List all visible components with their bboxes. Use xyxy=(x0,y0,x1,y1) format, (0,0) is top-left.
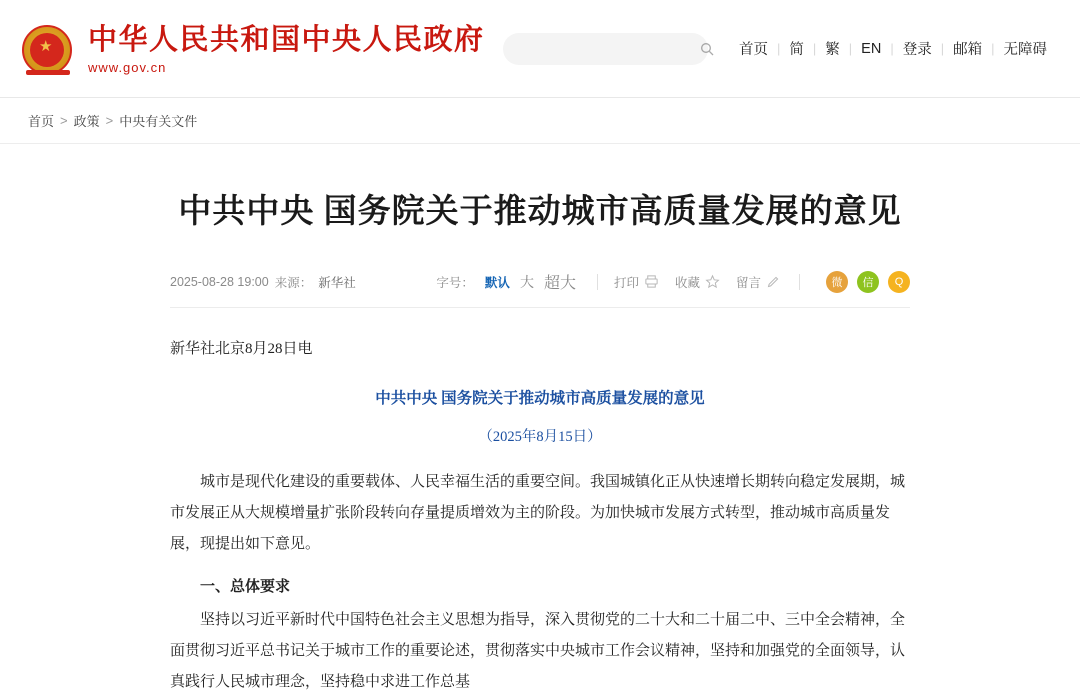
print-action[interactable] xyxy=(614,273,659,291)
document-subtitle: 中共中央 国务院关于推动城市高质量发展的意见 xyxy=(375,390,705,407)
fontsize-label: 字号： xyxy=(436,275,474,290)
breadcrumb xyxy=(0,98,1080,144)
nav-separator: | xyxy=(812,41,817,56)
paragraph: 坚持以习近平新时代中国特色社会主义思想为指导，深入贯彻党的二十大和二十届二中、三中全会精神，全面贯彻习近平总书记关于城市工作的重要论述，贯彻落实中央城市工作会议精神，坚持和加强党的全面领导，认真践行人民城市理念，坚持稳中求进工作总基 xyxy=(170,612,906,690)
nav-item-english[interactable]: EN xyxy=(861,40,882,57)
article-body xyxy=(170,334,910,698)
star-icon xyxy=(705,274,720,289)
breadcrumb-item-central-documents[interactable]: 中央有关文件 xyxy=(119,114,198,129)
source-name[interactable]: 新华社 xyxy=(318,275,356,290)
print-label: 打印 xyxy=(613,275,639,290)
favorite-label: 收藏 xyxy=(674,275,700,290)
search-icon[interactable] xyxy=(699,41,715,57)
national-emblem-icon: ★ xyxy=(20,21,76,77)
nav-item-traditional[interactable]: 繁 xyxy=(825,42,840,58)
message-action[interactable] xyxy=(736,273,781,291)
breadcrumb-separator: > xyxy=(60,113,68,128)
divider xyxy=(799,274,800,290)
article xyxy=(0,190,1080,698)
divider xyxy=(597,274,598,290)
pencil-icon xyxy=(766,274,781,289)
document-date: （2025年8月15日） xyxy=(478,429,602,445)
breadcrumb-item-home[interactable]: 首页 xyxy=(28,114,55,129)
header-right xyxy=(503,33,1056,65)
fontsize-option-large[interactable]: 大 xyxy=(519,273,534,290)
share-wechat-icon[interactable]: 信 xyxy=(857,271,879,293)
dateline: 新华社北京8月28日电 xyxy=(170,341,313,357)
nav-item-mail[interactable]: 邮箱 xyxy=(953,42,983,58)
site-header xyxy=(0,0,1080,98)
nav-separator: | xyxy=(848,41,853,56)
search-input[interactable] xyxy=(519,40,699,57)
printer-icon xyxy=(644,274,659,289)
fontsize-option-xlarge[interactable]: 超大 xyxy=(543,275,576,292)
share-qzone-icon[interactable]: Q xyxy=(888,271,910,293)
nav-item-login[interactable]: 登录 xyxy=(902,42,932,58)
nav-separator: | xyxy=(940,41,945,56)
fontsize-option-default[interactable]: 默认 xyxy=(484,275,510,290)
site-brand[interactable] xyxy=(88,23,485,75)
share-group xyxy=(826,271,910,293)
nav-item-accessibility[interactable]: 无障碍 xyxy=(1003,42,1047,58)
nav-separator: | xyxy=(991,41,995,56)
paragraph: 城市是现代化建设的重要载体、人民幸福生活的重要空间。我国城镇化正从快速增长期转向稳定发展期，城市发展正从大规模增量扩张阶段转向存量提质增效为主的阶段。为加快城市发展方式转型，推动城市高质量发展，现提出如下意见。 xyxy=(170,474,906,552)
section-heading: 一、总体要求 xyxy=(200,579,291,595)
meta-left xyxy=(170,273,356,291)
breadcrumb-separator: > xyxy=(105,113,114,128)
brand-domain: www.gov.cn xyxy=(88,59,167,75)
favorite-action[interactable] xyxy=(675,273,720,291)
nav-item-simplified[interactable]: 简 xyxy=(789,42,804,58)
breadcrumb-item-policy[interactable]: 政策 xyxy=(73,114,100,129)
nav-separator: | xyxy=(777,41,781,56)
search-box[interactable] xyxy=(503,33,708,65)
brand-title: 中华人民共和国中央人民政府 xyxy=(88,23,485,56)
source-label: 来源： xyxy=(274,275,313,290)
article-meta-bar xyxy=(170,264,910,308)
share-weibo-icon[interactable]: 微 xyxy=(826,271,848,293)
nav-separator: | xyxy=(890,41,894,56)
meta-center xyxy=(436,270,910,293)
header-nav xyxy=(730,38,1056,59)
publish-date: 2025-08-28 19:00 xyxy=(170,274,269,289)
nav-item-home[interactable]: 首页 xyxy=(739,42,768,58)
message-label: 留言 xyxy=(735,275,761,290)
page-title: 中共中央 国务院关于推动城市高质量发展的意见 xyxy=(178,194,902,230)
